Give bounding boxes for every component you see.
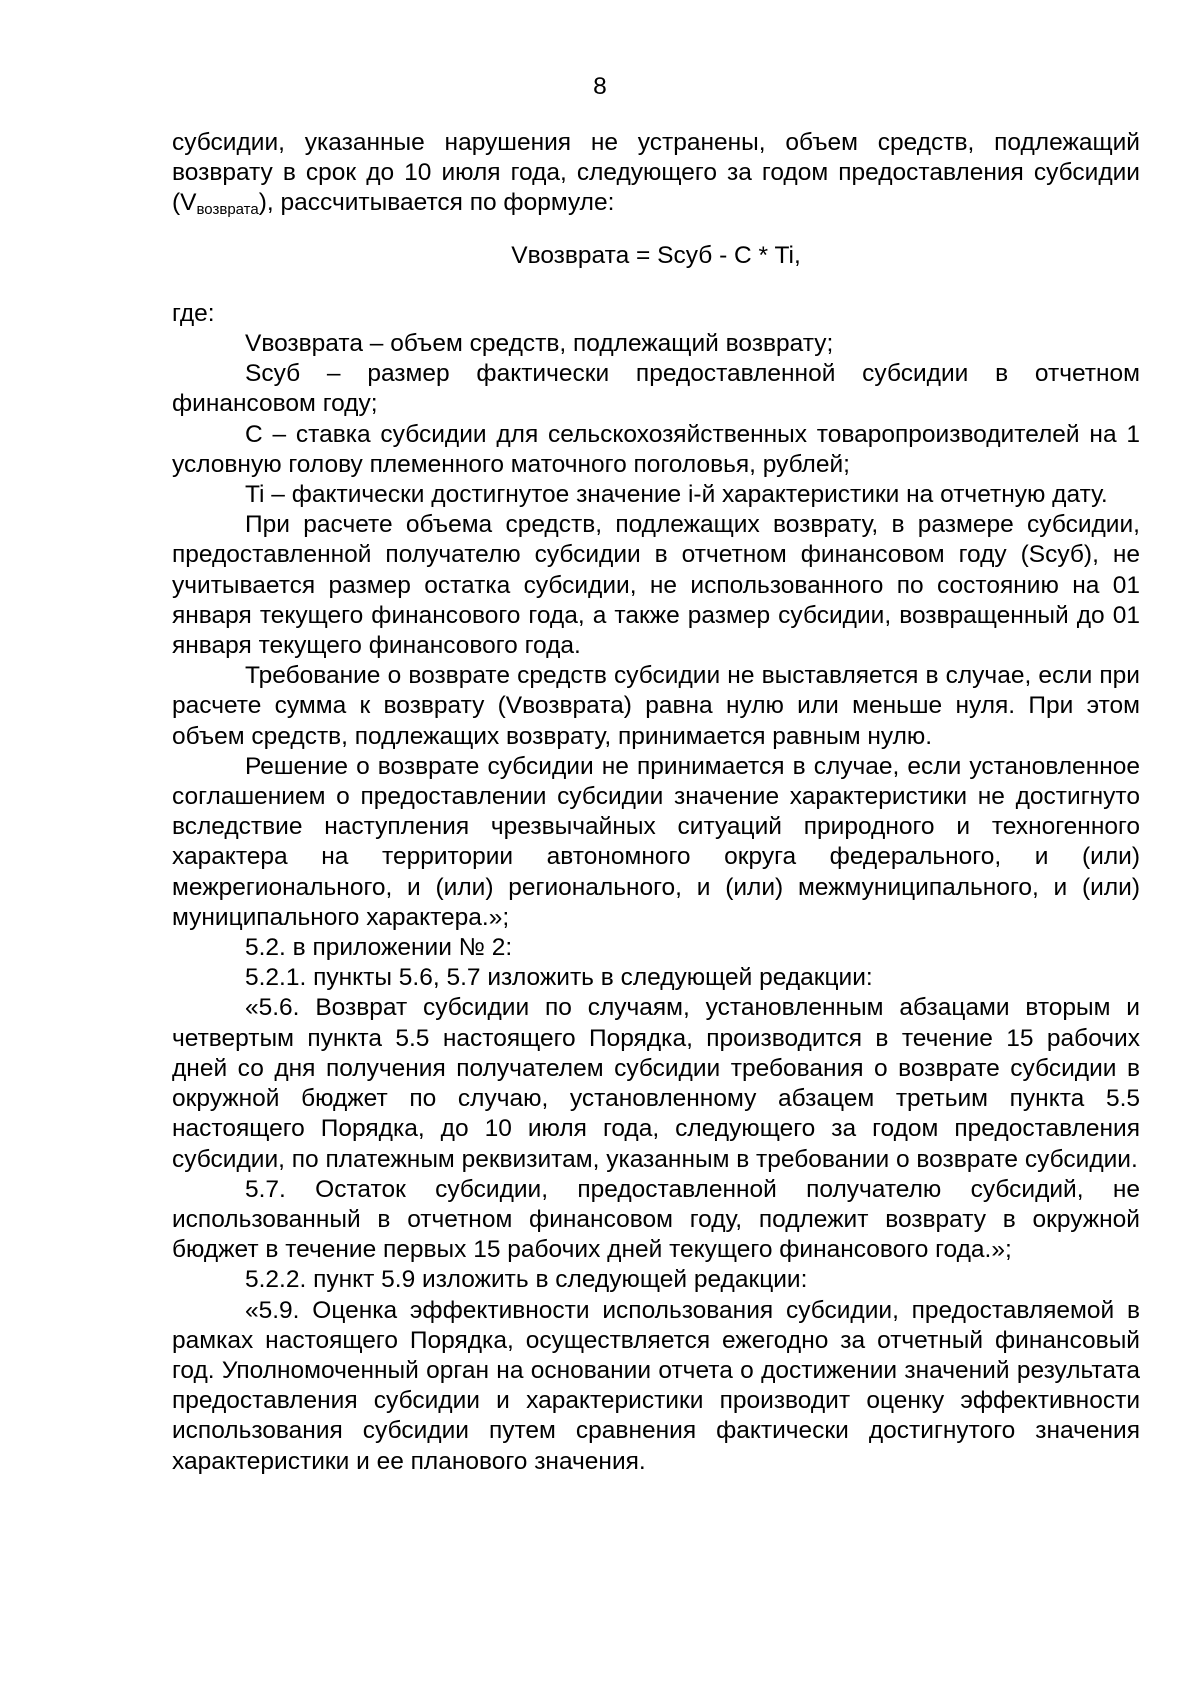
- subscript-vozvrata: возврата: [196, 201, 259, 219]
- clause-5-9: «5.9. Оценка эффективности использования субсидии, предоставляемой в рамках настоящего Порядка, осуществляется ежегодно за отчетный финансовый год. Уполномоченный орган на основании отчета о достижении значений результата предоставления субсидии и характеристики производит оценку эффективности использования субсидии путем сравнения фактически достигнутого значения характеристики и ее планового значения.: [172, 1296, 1140, 1475]
- item-5-2-1: 5.2.1. пункты 5.6, 5.7 изложить в следующей редакции:: [245, 964, 873, 992]
- item-5-2-2: 5.2.2. пункт 5.9 изложить в следующей редакции:: [245, 1266, 808, 1294]
- document-body: [172, 128, 1140, 1477]
- definition-v: Vвозврата – объем средств, подлежащий возврату;: [245, 330, 834, 358]
- paragraph-continuation: [172, 128, 1140, 219]
- clause-5-7: 5.7. Остаток субсидии, предоставленной получателю субсидий, не использованный в отчетном финансовом году, подлежит возврату в окружной бюджет в течение первых 15 рабочих дней текущего финансового года.»;: [172, 1175, 1140, 1264]
- item-5-2: 5.2. в приложении № 2:: [245, 934, 513, 962]
- definition-t: Ti – фактически достигнутое значение i-й характеристики на отчетную дату.: [245, 481, 1108, 509]
- formula: Vвозврата = Sсуб - C * Ti,: [511, 241, 801, 269]
- paragraph-decision: Решение о возврате субсидии не принимается в случае, если установленное соглашением о предоставлении субсидии значение характеристики не достигнуто вследствие наступления чрезвычайных ситуаций природного и техногенного характера на территории автономного округа федерального, и (или) межрегионального, и (или) регионального, и (или) межмуниципального, и (или) муниципального характера.»;: [172, 752, 1140, 931]
- definition-c: C – ставка субсидии для сельскохозяйственных товаропроизводителей на 1 условную голову племенного маточного поголовья, рублей;: [172, 420, 1140, 478]
- paragraph-calculation: При расчете объема средств, подлежащих возврату, в размере субсидии, предоставленной получателю субсидии в отчетном финансовом году (Sсуб), не учитывается размер остатка субсидии, не использованного по состоянию на 01 января текущего финансового года, а также размер субсидии, возвращенный до 01 января текущего финансового года.: [172, 511, 1140, 660]
- paragraph-requirement: Требование о возврате средств субсидии не выставляется в случае, если при расчете сумма к возврату (Vвозврата) равна нулю или меньше нуля. При этом объем средств, подлежащих возврату, принимается равным нулю.: [172, 662, 1140, 750]
- where-label: где:: [172, 299, 215, 327]
- paragraph-continuation-tail: ), рассчитывается по формуле:: [258, 189, 615, 217]
- clause-5-6: «5.6. Возврат субсидии по случаям, установленным абзацами вторым и четвертым пункта 5.5 настоящего Порядка, производится в течение 15 рабочих дней со дня получения получателем субсидии требования о возврате субсидии в окружной бюджет по случаю, установленному абзацем третьим пункта 5.5 настоящего Порядка, до 10 июля года, следующего за годом предоставления субсидии, по платежным реквизитам, указанным в требовании о возврате субсидии.: [172, 994, 1140, 1173]
- definition-s: Sсуб – размер фактически предоставленной субсидии в отчетном финансовом году;: [172, 360, 1140, 418]
- page-number: 8: [593, 73, 607, 100]
- paragraph-continuation-text: субсидии, указанные нарушения не устранены, объем средств, подлежащий возврату в срок до 10 июля года, следующего за годом предоставления субсидии (V: [172, 129, 1140, 217]
